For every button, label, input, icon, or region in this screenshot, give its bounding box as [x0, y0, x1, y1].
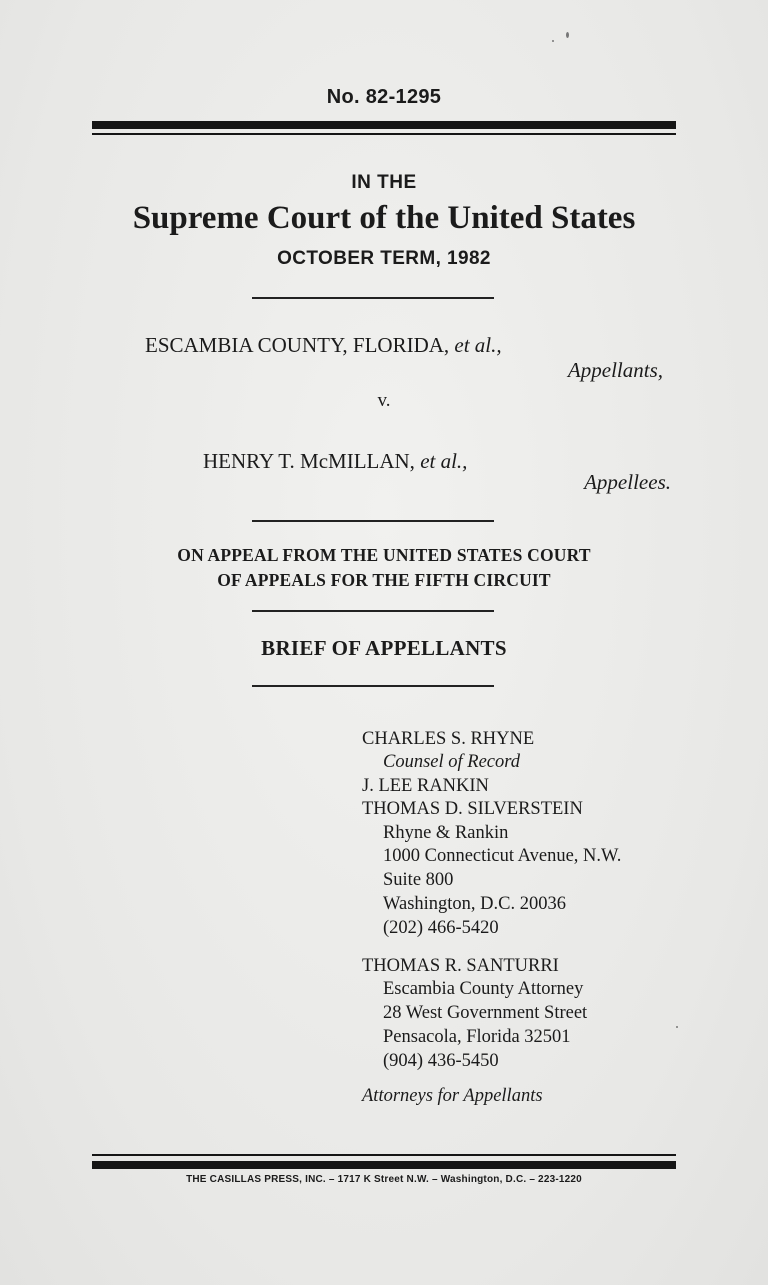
printer-credit: THE CASILLAS PRESS, INC. – 1717 K Street N.W. – Washington, D.C. – 223-1220 [186, 1174, 582, 1185]
paper-speck [676, 1026, 678, 1028]
appeal-from-line-2: OF APPEALS FOR THE FIFTH CIRCUIT [217, 570, 551, 590]
appellant-name-text: ESCAMBIA COUNTY, FLORIDA, [145, 333, 450, 357]
court-name: Supreme Court of the United States [132, 200, 636, 236]
address-line: Pensacola, Florida 32501 [383, 1027, 571, 1047]
appellant-role: Appellants, [567, 358, 663, 382]
docket-number: No. 82-1295 [326, 86, 442, 108]
counsel-name: CHARLES S. RHYNE [362, 729, 535, 749]
footer-thin-rule [92, 1154, 676, 1156]
appellee-role: Appellees. [584, 470, 671, 494]
counsel-name: J. LEE RANKIN [362, 776, 489, 796]
counsel-title: Escambia County Attorney [383, 979, 584, 999]
appellee-name-text: HENRY T. McMILLAN, [203, 449, 415, 473]
appellant-name [145, 333, 502, 358]
phone-number: (202) 466-5420 [383, 918, 499, 938]
counsel-role: Counsel of Record [383, 752, 521, 772]
versus-label: v. [377, 390, 391, 411]
paper-speck [552, 40, 554, 42]
section-divider [252, 610, 494, 612]
firm-name: Rhyne & Rankin [383, 823, 509, 843]
paper-speck [566, 32, 569, 38]
court-term: OCTOBER TERM, 1982 [277, 248, 491, 269]
counsel-name: THOMAS D. SILVERSTEIN [362, 799, 583, 819]
header-thick-rule [92, 121, 676, 129]
phone-number: (904) 436-5450 [383, 1051, 499, 1071]
address-line: 28 West Government Street [383, 1003, 588, 1023]
appellee-name [203, 449, 467, 474]
address-line: Washington, D.C. 20036 [383, 894, 566, 914]
footer-thick-rule [92, 1161, 676, 1169]
appeal-from-line-1: ON APPEAL FROM THE UNITED STATES COURT [177, 545, 591, 565]
section-divider [252, 297, 494, 299]
address-line: Suite 800 [383, 870, 454, 890]
header-thin-rule [92, 133, 676, 135]
appellee-et-al: et al., [420, 449, 468, 473]
appellant-et-al: et al., [454, 333, 502, 357]
counsel-name: THOMAS R. SANTURRI [362, 956, 559, 976]
section-divider [252, 520, 494, 522]
section-divider [252, 685, 494, 687]
brief-title: BRIEF OF APPELLANTS [261, 636, 507, 660]
address-line: 1000 Connecticut Avenue, N.W. [383, 846, 622, 866]
in-the-heading: IN THE [351, 172, 417, 193]
attorneys-for-label: Attorneys for Appellants [362, 1086, 543, 1106]
